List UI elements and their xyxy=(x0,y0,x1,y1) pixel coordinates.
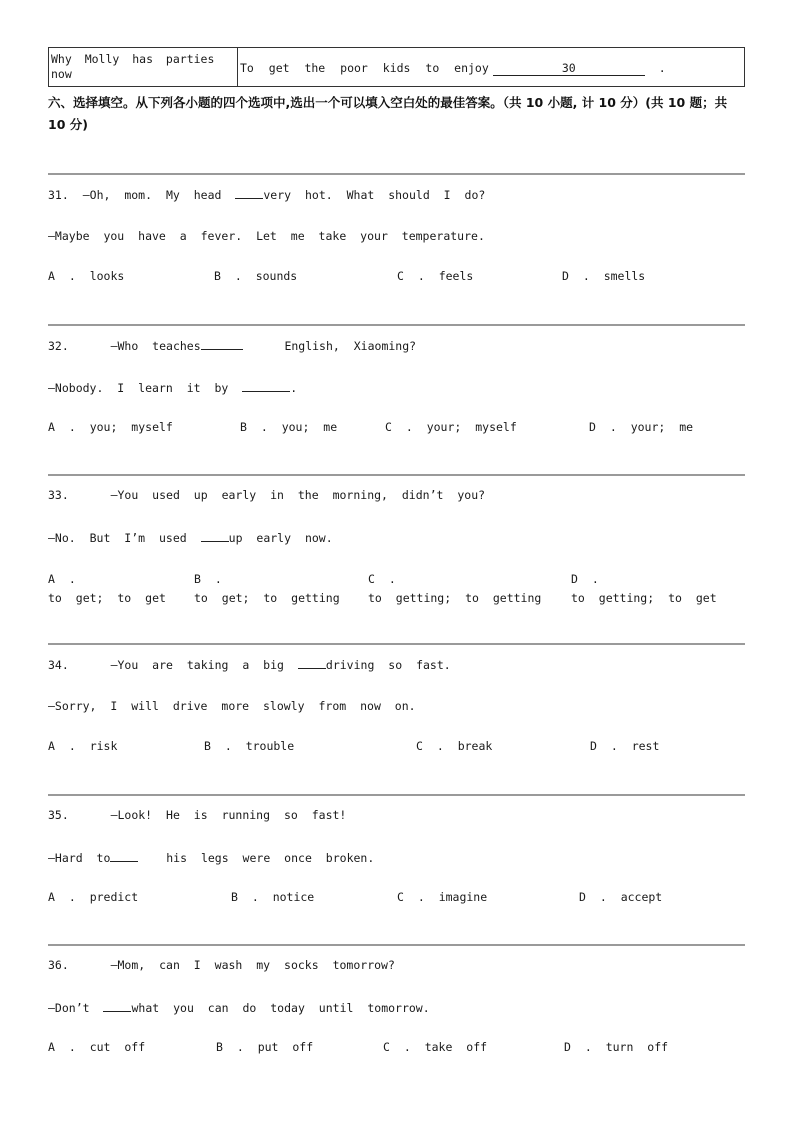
question-prompt xyxy=(48,958,395,972)
option-text: to getting; to get xyxy=(571,591,717,605)
question-prompt xyxy=(48,657,451,672)
option-a[interactable] xyxy=(48,570,166,608)
option-b[interactable]: B . you; me xyxy=(240,420,338,434)
divider xyxy=(48,794,745,796)
option-b[interactable]: B . put off xyxy=(216,1040,314,1054)
question-prompt xyxy=(48,338,416,353)
option-row xyxy=(48,570,748,610)
option-a[interactable]: A . looks xyxy=(48,269,125,283)
prompt-text: —Who teaches xyxy=(110,339,201,353)
question-prompt xyxy=(48,187,485,202)
option-c[interactable]: C . your; myself xyxy=(385,420,517,434)
reply-text-after: his legs were once broken. xyxy=(166,851,375,865)
option-row xyxy=(48,420,748,460)
option-row xyxy=(48,269,748,309)
option-b[interactable]: B . sounds xyxy=(214,269,298,283)
question-number: 34. xyxy=(48,658,69,672)
prompt-text: —Oh, mom. My head xyxy=(82,188,222,202)
reply-text-after: up early now. xyxy=(228,531,333,545)
prompt-text: —You are taking a big xyxy=(110,658,284,672)
option-c[interactable] xyxy=(368,570,541,608)
divider xyxy=(48,944,745,946)
question-number: 32. xyxy=(48,339,69,353)
option-row xyxy=(48,739,748,779)
option-c[interactable]: C . imagine xyxy=(397,890,488,904)
divider xyxy=(48,173,745,175)
option-text: to getting; to getting xyxy=(368,591,542,605)
option-b[interactable]: B . trouble xyxy=(204,739,295,753)
question-reply xyxy=(48,229,485,243)
option-a[interactable]: A . you; myself xyxy=(48,420,173,434)
option-a[interactable]: A . risk xyxy=(48,739,118,753)
prompt-text-after: English, Xiaoming? xyxy=(284,339,417,353)
reply-text-after: what you can do today until tomorrow. xyxy=(131,1001,430,1015)
reply-text: —Don’t xyxy=(48,1001,90,1015)
summary-table-row xyxy=(48,47,745,87)
prompt-text: —Mom, can I wash my socks tomorrow? xyxy=(110,958,395,972)
answer-blank xyxy=(110,850,138,862)
question-number: 35. xyxy=(48,808,69,822)
option-label: B . xyxy=(194,572,222,586)
option-d[interactable]: D . turn off xyxy=(564,1040,669,1054)
question-reply xyxy=(48,850,374,865)
divider xyxy=(48,643,745,645)
answer-blank xyxy=(235,187,263,199)
option-label: A . xyxy=(48,572,76,586)
option-text: to get; to get xyxy=(48,591,166,605)
option-c[interactable]: C . break xyxy=(416,739,493,753)
prompt-text: —You used up early in the morning, didn’t you? xyxy=(110,488,486,502)
option-label: D . xyxy=(571,572,599,586)
question-reply xyxy=(48,530,333,545)
option-label: C . xyxy=(368,572,396,586)
option-row xyxy=(48,890,748,930)
prompt-text-after: very hot. What should I do? xyxy=(263,188,486,202)
answer-blank xyxy=(103,1000,131,1012)
question-reply xyxy=(48,699,416,713)
question-prompt xyxy=(48,488,485,502)
option-d[interactable]: D . rest xyxy=(590,739,660,753)
answer-blank xyxy=(201,530,229,542)
answer-blank xyxy=(201,338,243,350)
prompt-text-after: driving so fast. xyxy=(325,658,451,672)
option-d[interactable]: D . smells xyxy=(562,269,646,283)
option-a[interactable]: A . cut off xyxy=(48,1040,146,1054)
question-number: 33. xyxy=(48,488,69,502)
divider xyxy=(48,324,745,326)
prompt-text: —Look! He is running so fast! xyxy=(110,808,347,822)
option-d[interactable] xyxy=(571,570,717,608)
option-a[interactable]: A . predict xyxy=(48,890,139,904)
option-d[interactable]: D . your; me xyxy=(589,420,694,434)
option-d[interactable]: D . accept xyxy=(579,890,663,904)
question-number: 36. xyxy=(48,958,69,972)
table-cell-question: Why Molly has parties now xyxy=(49,48,238,86)
option-row xyxy=(48,1040,748,1080)
table-answer-end: . xyxy=(658,61,666,75)
reply-text-after: . xyxy=(290,381,298,395)
section-title: 六、选择填空。从下列各小题的四个选项中,选出一个可以填入空白处的最佳答案。（共 10 小题, 计 10 分）(共 10 题；共 10 分) xyxy=(48,95,728,132)
option-text: to get; to getting xyxy=(194,591,340,605)
reply-text: —Sorry, I will drive more slowly from now on. xyxy=(48,699,416,713)
answer-blank xyxy=(298,657,326,669)
reply-text: —No. But I’m used xyxy=(48,531,187,545)
table-blank-30: 30 xyxy=(493,61,645,76)
reply-text: —Nobody. I learn it by xyxy=(48,381,229,395)
question-prompt xyxy=(48,808,346,822)
table-cell-answer xyxy=(238,48,744,86)
question-reply xyxy=(48,380,297,395)
option-c[interactable]: C . feels xyxy=(397,269,474,283)
question-reply xyxy=(48,1000,430,1015)
table-answer-text: To get the poor kids to enjoy xyxy=(240,61,489,75)
question-number: 31. xyxy=(48,188,69,202)
divider xyxy=(48,474,745,476)
option-b[interactable]: B . notice xyxy=(231,890,315,904)
option-b[interactable] xyxy=(194,570,340,608)
answer-blank xyxy=(242,380,290,392)
reply-text: —Maybe you have a fever. Let me take your temperature. xyxy=(48,229,485,243)
option-c[interactable]: C . take off xyxy=(383,1040,488,1054)
reply-text: —Hard to xyxy=(48,851,111,865)
